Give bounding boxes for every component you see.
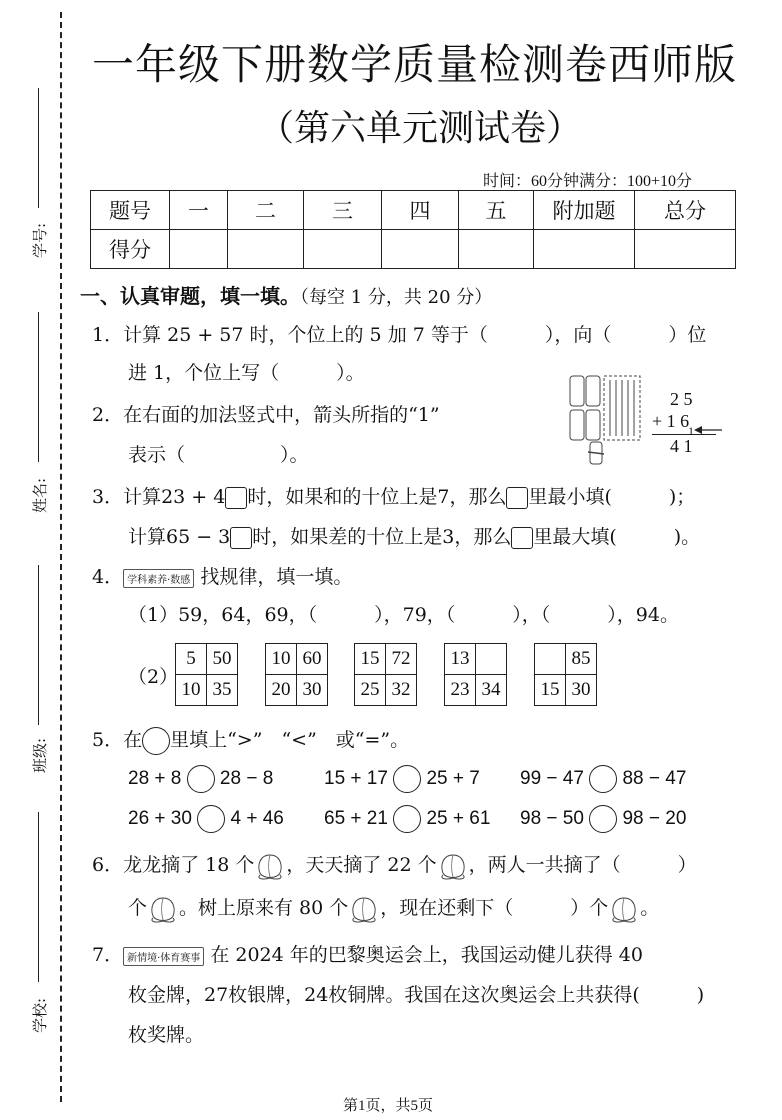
score-cell[interactable] <box>534 230 635 269</box>
q4-prefix: 4． <box>92 566 124 588</box>
expression: 88 − 47 <box>622 768 687 790</box>
expression: 28 + 8 <box>128 768 182 790</box>
page-subtitle: （第六单元测试卷） <box>258 108 583 149</box>
grid-cell: 32 <box>386 675 417 706</box>
q7-l1: 在 2024 年的巴黎奥运会上，我国运动健儿获得 40 <box>210 944 643 966</box>
q5-row2 <box>324 805 490 833</box>
grid-cell: 15 <box>355 644 386 675</box>
answer-box[interactable] <box>225 487 247 509</box>
score-header-cell: 二 <box>228 191 304 230</box>
grid-cell: 10 <box>176 675 207 706</box>
q5-l1a: 5．在 <box>92 729 143 751</box>
pattern-grid <box>534 643 597 706</box>
score-header-cell: 四 <box>382 191 459 230</box>
compare-circle[interactable] <box>393 765 421 793</box>
q6-l2b: 。树上原来有 80 个 <box>179 897 349 919</box>
q7-line3: 枚奖牌。 <box>128 1024 205 1046</box>
score-header-cell: 题号 <box>91 191 170 230</box>
q1-line1: 1．计算 25 + 57 时，个位上的 5 加 7 等于（ ），向（ ）位 <box>92 324 707 346</box>
q5-row1 <box>128 765 273 793</box>
side-line-xingming <box>38 312 39 462</box>
side-line-xuexiao <box>38 812 39 982</box>
side-line-xuehao <box>38 88 39 208</box>
grid-cell: 5 <box>176 644 207 675</box>
grid-cell: 72 <box>386 644 417 675</box>
pattern-grid <box>265 643 328 706</box>
side-line-banji <box>38 565 39 725</box>
grid-cell: 30 <box>297 675 328 706</box>
peach-icon <box>608 894 640 924</box>
q2-line1: 2．在右面的加法竖式中，箭头所指的“1” <box>92 404 440 426</box>
grid-cell[interactable] <box>535 644 566 675</box>
q4-part2-label: （2） <box>128 666 179 688</box>
q7-prefix: 7． <box>92 944 124 966</box>
expression: 4 + 46 <box>230 808 284 830</box>
q3-line1 <box>92 482 695 509</box>
section-title <box>80 280 492 309</box>
q4-part1: （1）59，64，69，（ ），79，（ ），（ ），94。 <box>128 604 679 626</box>
answer-box[interactable] <box>506 487 528 509</box>
side-label-banji: 班级: <box>31 737 50 774</box>
expression: 99 − 47 <box>520 768 584 790</box>
score-header-cell: 三 <box>304 191 382 230</box>
cut-line <box>60 12 62 1102</box>
section-title-text: 一、认真审题，填一填。 <box>80 284 300 308</box>
q5-line <box>92 725 409 755</box>
score-cell[interactable] <box>382 230 459 269</box>
grid-cell: 34 <box>476 675 507 706</box>
score-value-row <box>91 230 736 269</box>
pattern-grid <box>175 643 238 706</box>
score-header-cell: 五 <box>459 191 534 230</box>
score-cell[interactable] <box>170 230 228 269</box>
vertical-top: 2 5 <box>670 389 693 409</box>
q6-l2d: 。 <box>640 897 660 919</box>
score-row-label: 得分 <box>91 230 170 269</box>
q3-l2b: 时，如果差的十位上是3，那么 <box>252 526 512 548</box>
peach-icon <box>147 894 179 924</box>
grid-cell: 13 <box>445 644 476 675</box>
vertical-mid: + 1 6 <box>652 411 690 431</box>
grid-cell: 35 <box>207 675 238 706</box>
score-cell[interactable] <box>635 230 736 269</box>
score-table <box>90 190 736 269</box>
grid-cell: 85 <box>566 644 597 675</box>
q3-l2c: 里最大填( )。 <box>533 526 701 548</box>
score-cell[interactable] <box>228 230 304 269</box>
score-cell[interactable] <box>459 230 534 269</box>
side-label-xuehao: 学号: <box>31 222 50 259</box>
pattern-grid <box>354 643 417 706</box>
q7-line2: 枚金牌，27枚银牌，24枚铜牌。我国在这次奥运会上共获得( ) <box>128 984 705 1006</box>
vertical-addition <box>652 388 716 457</box>
grid-cell: 10 <box>266 644 297 675</box>
q6-l2c: ，现在还剩下（ ）个 <box>380 897 609 919</box>
q5-row1 <box>324 765 480 793</box>
q7-line1 <box>92 940 643 967</box>
q6-line2 <box>128 893 659 924</box>
arrow-icon <box>694 424 724 436</box>
q3-line2 <box>128 522 700 549</box>
page-title: 一年级下册数学质量检测卷西师版 <box>92 40 738 89</box>
q5-row2 <box>520 805 686 833</box>
vertical-result: 4 1 <box>670 436 693 456</box>
score-cell[interactable] <box>304 230 382 269</box>
compare-circle[interactable] <box>142 727 170 755</box>
q6-l1c: ，两人一共摘了（ ） <box>468 854 697 876</box>
compare-circle[interactable] <box>589 765 617 793</box>
compare-circle[interactable] <box>393 805 421 833</box>
q4-text: 找规律，填一填。 <box>200 566 353 588</box>
score-header-row <box>91 191 736 230</box>
expression: 65 + 21 <box>324 808 388 830</box>
score-header-cell: 一 <box>170 191 228 230</box>
peach-icon <box>254 851 286 881</box>
q6-line1 <box>92 850 697 881</box>
q6-l2a: 个 <box>128 897 148 919</box>
expression: 25 + 7 <box>426 768 480 790</box>
grid-cell[interactable] <box>476 644 507 675</box>
q5-row1 <box>520 765 686 793</box>
q5-l1b: 里填上“>” “<” 或“=”。 <box>170 729 410 751</box>
grid-cell: 60 <box>297 644 328 675</box>
q3-l1c: 里最小填( )； <box>528 486 696 508</box>
side-label-xuexiao: 学校: <box>31 997 50 1034</box>
peach-icon <box>437 851 469 881</box>
compare-circle[interactable] <box>197 805 225 833</box>
q1-line2: 进 1，个位上写（ ）。 <box>128 362 365 384</box>
expression: 98 − 20 <box>622 808 687 830</box>
q7-badge: 新情境·体育赛事 <box>123 947 204 966</box>
q6-l1a: 6．龙龙摘了 18 个 <box>92 854 255 876</box>
q3-l2a: 计算65 − 3 <box>128 526 231 548</box>
counting-sticks-icon <box>568 372 648 468</box>
side-label-xingming: 姓名: <box>31 477 50 514</box>
page-footer: 第1页，共5页 <box>343 1098 434 1114</box>
q3-l1a: 3．计算23 + 4 <box>92 486 226 508</box>
score-header-cell: 附加题 <box>534 191 635 230</box>
expression: 26 + 30 <box>128 808 192 830</box>
vertical-carry: 1 <box>688 424 694 438</box>
expression: 98 − 50 <box>520 808 584 830</box>
compare-circle[interactable] <box>589 805 617 833</box>
q6-l1b: ，天天摘了 22 个 <box>286 854 437 876</box>
score-header-cell: 总分 <box>635 191 736 230</box>
pattern-grid <box>444 643 507 706</box>
compare-circle[interactable] <box>187 765 215 793</box>
grid-cell: 50 <box>207 644 238 675</box>
expression: 28 − 8 <box>219 768 274 790</box>
q3-l1b: 时，如果和的十位上是7，那么 <box>247 486 507 508</box>
peach-icon <box>348 894 380 924</box>
grid-cell: 15 <box>535 675 566 706</box>
grid-cell: 23 <box>445 675 476 706</box>
section-note: （每空 1 分，共 20 分） <box>300 287 493 308</box>
q4-badge: 学科素养·数感 <box>123 569 194 588</box>
time-info: 时间：60分钟满分：100+10分 <box>483 173 693 190</box>
grid-cell: 30 <box>566 675 597 706</box>
answer-box[interactable] <box>511 527 533 549</box>
grid-cell: 20 <box>266 675 297 706</box>
q4-line <box>92 562 352 589</box>
q5-row2 <box>128 805 284 833</box>
grid-cell: 25 <box>355 675 386 706</box>
expression: 25 + 61 <box>426 808 491 830</box>
answer-box[interactable] <box>230 527 252 549</box>
q2-line2: 表示（ ）。 <box>128 444 309 466</box>
expression: 15 + 17 <box>324 768 388 790</box>
